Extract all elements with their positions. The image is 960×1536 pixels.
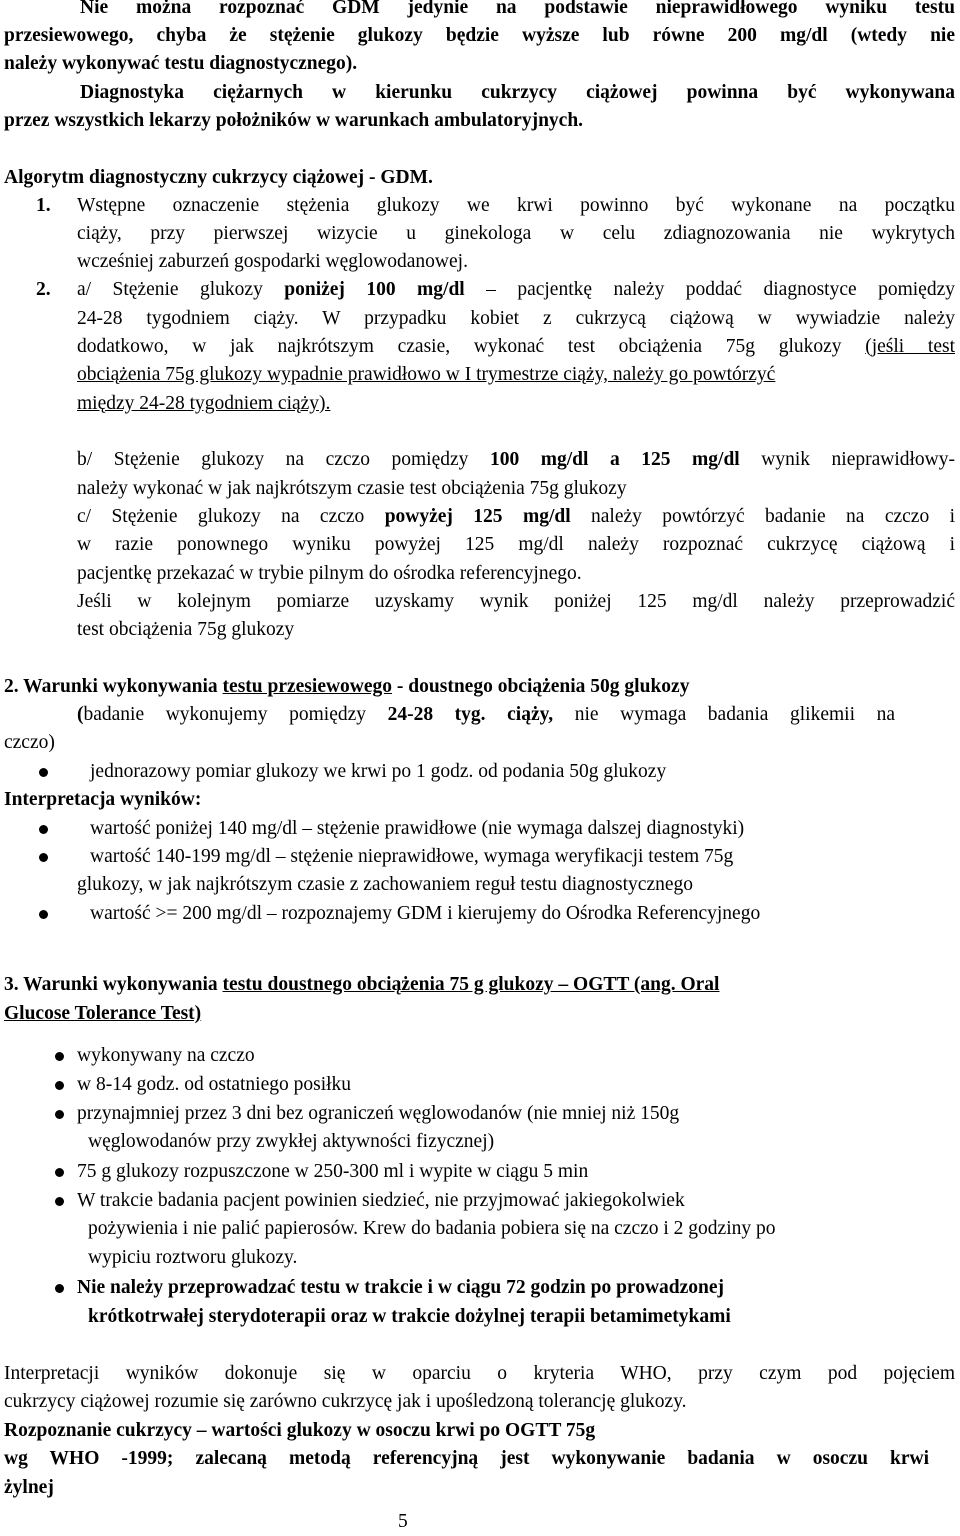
text-line: wcześniej zaburzeń gospodarki węglowodanowej. [77, 251, 468, 272]
bullet-icon [39, 910, 48, 919]
section-heading: Interpretacja wyników: [4, 789, 202, 810]
list-item: przynajmniej przez 3 dni bez ograniczeń węglowodanów (nie mniej niż 150g [77, 1103, 680, 1124]
text-line: c/ Stężenie glukozy na czczo powyżej 125 mg/dl należy powtórzyć badanie na czczo i [77, 506, 956, 527]
section-heading: Glucose Tolerance Test) [4, 1003, 202, 1024]
text-line: pacjentkę przekazać w trybie pilnym do ośrodka referencyjnego. [77, 563, 582, 584]
text-line: 24-28 tygodniem ciąży. W przypadku kobiet z cukrzycą ciążową w wywiadzie należy [77, 308, 955, 329]
list-item: wartość >= 200 mg/dl – rozpoznajemy GDM i kierujemy do Ośrodka Referencyjnego [90, 903, 761, 924]
text-line: należy wykonywać testu diagnostycznego). [4, 53, 358, 74]
list-item: wykonywany na czczo [77, 1045, 255, 1066]
bullet-icon [39, 853, 48, 862]
section-heading: Algorytm diagnostyczny cukrzycy ciążowej - GDM. [4, 167, 433, 188]
list-item: wartość poniżej 140 mg/dl – stężenie prawidłowe (nie wymaga dalszej diagnostyki) [90, 818, 745, 839]
text-line: Jeśli w kolejnym pomiarze uzyskamy wynik poniżej 125 mg/dl należy przeprowadzić [77, 591, 955, 612]
text-line: ciąży, przy pierwszej wizycie u ginekologa w celu zdiagnozowania nie wykrytych [77, 223, 955, 244]
text-line: między 24-28 tygodniem ciąży). [77, 393, 331, 414]
list-item: 75 g glukozy rozpuszczone w 250-300 ml i wypite w ciągu 5 min [77, 1161, 589, 1182]
section-heading: 2. Warunki wykonywania testu przesiewowego - doustnego obciążenia 50g glukozy [4, 676, 690, 697]
list-item: wartość 140-199 mg/dl – stężenie nieprawidłowe, wymaga weryfikacji testem 75g [90, 846, 734, 867]
text-line: cukrzycy ciążowej rozumie się zarówno cukrzycę jak i upośledzoną tolerancję glukozy. [4, 1391, 687, 1412]
text-line: przez wszystkich lekarzy położników w warunkach ambulatoryjnych. [4, 110, 584, 131]
text-line: w razie ponownego wyniku powyżej 125 mg/dl należy rozpoznać cukrzycę ciążową i [77, 534, 955, 555]
bullet-icon [55, 1168, 64, 1177]
text-line: (badanie wykonujemy pomiędzy 24-28 tyg. ciąży, nie wymaga badania glikemii na [77, 704, 896, 725]
text-line: Rozpoznanie cukrzycy – wartości glukozy w osoczu krwi po OGTT 75g [4, 1420, 596, 1441]
list-item-continuation: węglowodanów przy zwykłej aktywności fizycznej) [88, 1131, 495, 1152]
text-line: Nie można rozpoznać GDM jedynie na podstawie nieprawidłowego wyniku testu [80, 0, 955, 18]
text-line: dodatkowo, w jak najkrótszym czasie, wykonać test obciążenia 75g glukozy (jeśli test [77, 336, 955, 357]
text-line: Interpretacji wyników dokonuje się w oparciu o kryteria WHO, przy czym pod pojęciem [4, 1363, 955, 1384]
step-number: 2. [36, 279, 51, 300]
bullet-icon [55, 1081, 64, 1090]
list-item-continuation: wypiciu roztworu glukozy. [88, 1247, 298, 1268]
bullet-icon [39, 825, 48, 834]
text-line: obciążenia 75g glukozy wypadnie prawidłowo w I trymestrze ciąży, należy go powtórzyć [77, 364, 776, 385]
text-line: Diagnostyka ciężarnych w kierunku cukrzycy ciążowej powinna być wykonywana [80, 82, 955, 103]
text-line: b/ Stężenie glukozy na czczo pomiędzy 100 mg/dl a 125 mg/dl wynik nieprawidłowy- [77, 449, 955, 470]
text-line: czczo) [4, 732, 55, 753]
text-line: Wstępne oznaczenie stężenia glukozy we krwi powinno być wykonane na początku [77, 195, 955, 216]
list-item: W trakcie badania pacjent powinien siedzieć, nie przyjmować jakiegokolwiek [77, 1190, 685, 1211]
list-item: jednorazowy pomiar glukozy we krwi po 1 godz. od podania 50g glukozy [90, 761, 667, 782]
bullet-icon [55, 1284, 64, 1293]
list-item-continuation: krótkotrwałej sterydoterapii oraz w trakcie dożylnej terapii betamimetykami [88, 1306, 731, 1327]
list-item: w 8-14 godz. od ostatniego posiłku [77, 1074, 352, 1095]
page-number: 5 [398, 1511, 408, 1532]
bullet-icon [55, 1052, 64, 1061]
text-line: a/ Stężenie glukozy poniżej 100 mg/dl – pacjentkę należy poddać diagnostyce pomiędzy [77, 279, 955, 300]
bullet-icon [55, 1110, 64, 1119]
text-line: należy wykonać w jak najkrótszym czasie test obciążenia 75g glukozy [77, 478, 627, 499]
list-item-continuation: glukozy, w jak najkrótszym czasie z zachowaniem reguł testu diagnostycznego [77, 874, 694, 895]
section-heading: 3. Warunki wykonywania testu doustnego obciążenia 75 g glukozy – OGTT (ang. Oral [4, 974, 720, 995]
text-line: wg WHO -1999; zalecaną metodą referencyjną jest wykonywanie badania w osoczu krwi [4, 1448, 929, 1469]
bullet-icon [55, 1197, 64, 1206]
list-item: Nie należy przeprowadzać testu w trakcie i w ciągu 72 godzin po prowadzonej [77, 1277, 725, 1298]
step-number: 1. [36, 195, 51, 216]
text-line: test obciążenia 75g glukozy [77, 619, 295, 640]
text-line: żylnej [4, 1477, 54, 1498]
list-item-continuation: pożywienia i nie palić papierosów. Krew do badania pobiera się na czczo i 2 godziny po [88, 1218, 776, 1239]
bullet-icon [39, 768, 48, 777]
text-line: przesiewowego, chyba że stężenie glukozy będzie wyższe lub równe 200 mg/dl (wtedy nie [4, 25, 955, 46]
